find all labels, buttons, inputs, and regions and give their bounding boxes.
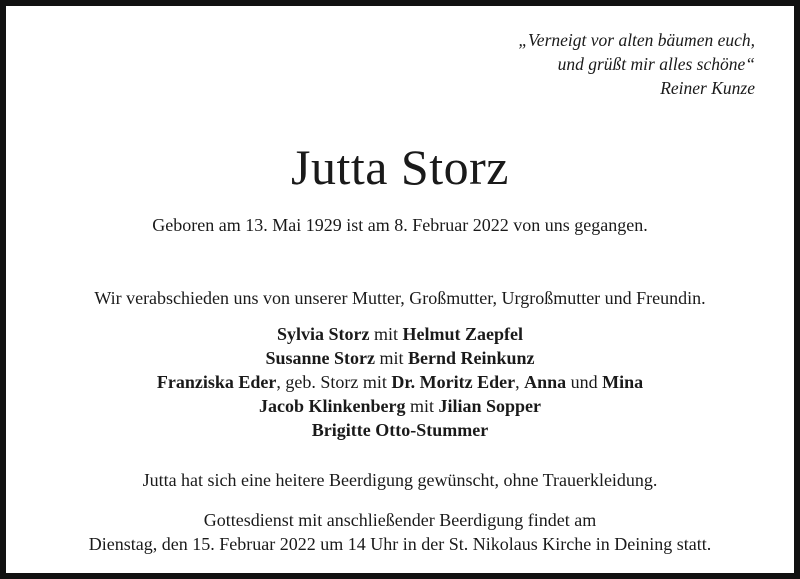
mourner-name: Helmut Zaepfel	[402, 324, 523, 344]
funeral-wish-line: Jutta hat sich eine heitere Beerdigung gewünscht, ohne Trauerkleidung.	[142, 470, 658, 490]
quote-line-1: „Verneigt vor alten bäumen euch,	[518, 30, 755, 50]
mourner-separator: ,	[515, 372, 525, 392]
mourner-separator: mit	[369, 324, 403, 344]
deceased-name: Jutta Storz	[291, 139, 509, 195]
mourner-name: Brigitte Otto-Stummer	[311, 420, 489, 440]
mourner-row	[0, 394, 800, 418]
mourner-name: Jacob Klinkenberg	[258, 396, 406, 416]
service-details	[0, 508, 800, 556]
mourner-row	[0, 322, 800, 346]
mourner-row	[0, 418, 800, 442]
mourner-name: Jilian Sopper	[438, 396, 542, 416]
mourner-separator: , geb. Storz mit	[276, 372, 392, 392]
mourner-separator: mit	[374, 348, 408, 368]
mourner-name: Mina	[602, 372, 644, 392]
service-line-1: Gottesdienst mit anschließender Beerdigung findet am	[203, 510, 597, 530]
mourner-row	[0, 370, 800, 394]
mourner-name: Franziska Eder	[156, 372, 277, 392]
service-line-2: Dienstag, den 15. Februar 2022 um 14 Uhr in der St. Nikolaus Kirche in Deining statt.	[88, 534, 712, 554]
mourner-separator: und	[566, 372, 603, 392]
mourner-name: Susanne Storz	[265, 348, 375, 368]
quote-line-2: und grüßt mir alles schöne“	[557, 54, 755, 74]
mourner-separator: mit	[405, 396, 439, 416]
mourner-name: Sylvia Storz	[277, 324, 370, 344]
farewell-line: Wir verabschieden uns von unserer Mutter, Großmutter, Urgroßmutter und Freundin.	[94, 288, 706, 308]
quote-author: Reiner Kunze	[660, 78, 755, 98]
mourner-name: Bernd Reinkunz	[408, 348, 535, 368]
mourners-list	[0, 322, 800, 442]
birth-death-line: Geboren am 13. Mai 1929 ist am 8. Februar 2022 von uns gegangen.	[152, 215, 648, 235]
mourner-name: Anna	[524, 372, 567, 392]
epigraph-quote	[518, 28, 755, 100]
mourner-row	[0, 346, 800, 370]
mourner-name: Dr. Moritz Eder	[391, 372, 516, 392]
